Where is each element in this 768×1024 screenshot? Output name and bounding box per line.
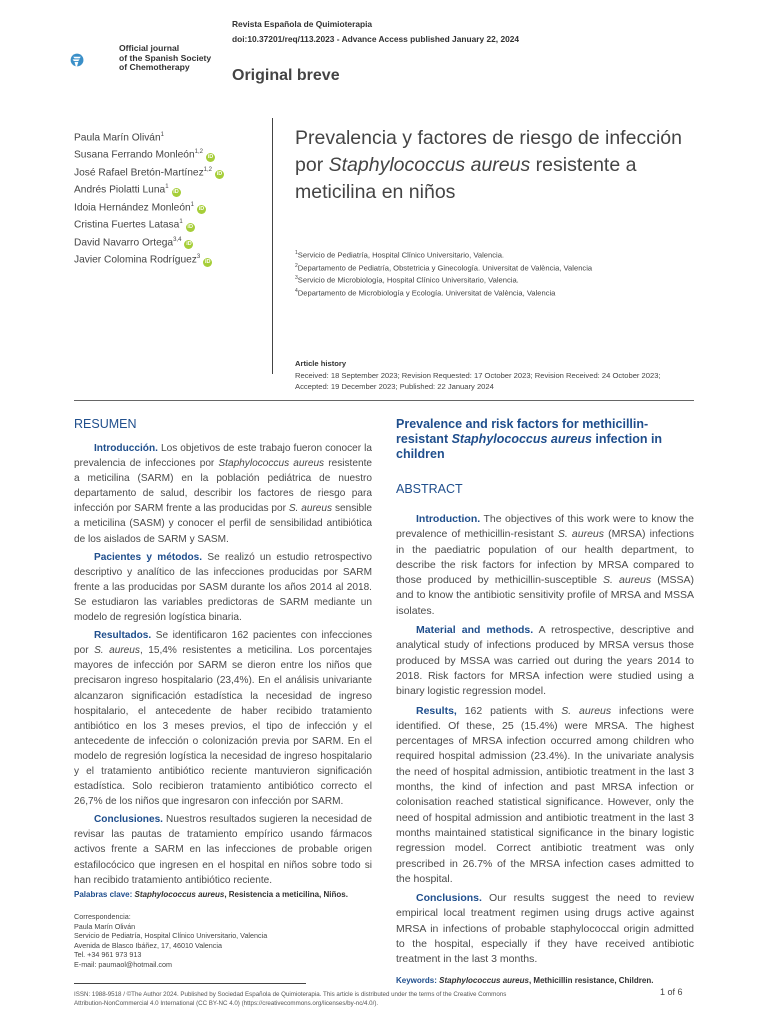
journal-header bbox=[232, 17, 519, 47]
orcid-icon[interactable]: iD bbox=[173, 188, 179, 195]
affiliations bbox=[295, 248, 592, 299]
journal-logo-icon bbox=[70, 36, 118, 84]
logo-line-2: of the Spanish Society bbox=[119, 52, 212, 63]
resumen-conclusions: Conclusiones. Nuestros resultados sugieren la necesidad de revisar las pautas de tratamiento empírico usando fármacos activos frente a SARM en las infecciones de probable origen estafilocócico que ingresen en el hospital en niños sobre todo si han recibido tratamiento antibiótico reciente. bbox=[74, 814, 372, 886]
logo-line-3: of Chemotherapy bbox=[119, 62, 190, 73]
affiliation-item: $^4$Departamento de Microbiología y Ecología. Universitat de València, Valencia bbox=[295, 288, 556, 298]
orcid-icon[interactable]: iD bbox=[187, 223, 193, 230]
author-item: David Navarro Ortega$^{3,4}$iD bbox=[74, 236, 192, 249]
resumen-methods: Pacientes y métodos. Se realizó un estudio retrospectivo descriptivo y analítico de las infecciones producidas por SARM frente a las producidas por SASM durante los años 2014 al 2018. Se estudiaron las variables predictoras de SARM mediante un modelo de regresión logística binaria. bbox=[74, 551, 372, 624]
abstract-methods: Material and methods. A retrospective, descriptive and analytical study of infections produced by MRSA versus those produced by MSSA was carried out during the years 2014 to 2018. Risk factors for MRSA infection were studied using a binary logistic regression model. bbox=[396, 624, 694, 698]
author-item: José Rafael Bretón-Martínez$^{1,2}$iD bbox=[74, 166, 223, 179]
header-divider bbox=[272, 118, 273, 374]
orcid-icon[interactable]: iD bbox=[204, 258, 211, 265]
resumen-results: Resultados. Se identificaron 162 pacientes con infecciones por S. aureus, 15,4% resistentes a meticilina. Los porcentajes mayores de infección por SARM se dieron entre los niños que precisaron ingreso hospitalario (23,4%). En el análisis univariante alcanzaron significación estadística la necesidad de ingreso hospitalario, el antecedente de haber recibido tratamiento antibiótico en los 3 meses previos, el tipo de infección y el antecedente de infección o colonización previa por SARM. En el modelo de regresión logística la necesidad de ingreso hospitalario y el tratamiento antibiótico reciente mantuvieron significación estadística. Solo recibieron tratamiento antibiótico correcto el 26,7% de los niños que ingresaron con infección por SARM. bbox=[74, 630, 372, 808]
journal-doi: doi:10.37201/req/113.2023 - Advance Access published January 22, 2024 bbox=[232, 34, 520, 44]
correspondence-address: Avenida de Blasco Ibáñez, 17, 46010 Valencia bbox=[74, 940, 222, 950]
article-title: Prevalencia y factores de riesgo de infección por Staphylococcus aureus resistente a meticilina en niños bbox=[295, 127, 682, 203]
license-footer bbox=[74, 990, 574, 1008]
article-history-heading: Article history bbox=[295, 359, 347, 368]
orcid-icon[interactable]: iD bbox=[216, 171, 223, 178]
abstract-heading: ABSTRACT bbox=[396, 482, 463, 496]
license-line: Attribution-NonCommercial 4.0 International (CC BY-NC 4.0) (https://creativecommons.org/licenses/by-nc/4.0/). bbox=[74, 1000, 379, 1007]
author-item: Susana Ferrando Monleón$^{1,2}$iD bbox=[74, 149, 214, 161]
correspondence-address: Servicio de Pediatría, Hospital Clínico Universitario, Valencia bbox=[74, 931, 268, 941]
journal-name: Revista Española de Quimioterapia bbox=[232, 19, 373, 29]
affiliation-item: $^2$Departamento de Pediatría, Obstetricia y Ginecología. Universitat de València, Valencia bbox=[295, 262, 593, 273]
resumen-heading: RESUMEN bbox=[74, 417, 137, 431]
author-item: Paula Marín Oliván$^1$ bbox=[74, 132, 164, 144]
article-history bbox=[295, 370, 695, 392]
correspondence-name: Paula Marín Oliván bbox=[74, 921, 136, 931]
history-line: Received: 18 September 2023; Revision Requested: 17 October 2023; Revision Received: 24 October 2023; bbox=[295, 371, 661, 380]
affiliation-item: $^3$Servicio de Microbiología, Hospital Clínico Universitario, Valencia. bbox=[295, 275, 519, 285]
author-item: Andrés Piolatti Luna$^1$iD bbox=[74, 184, 179, 196]
section-divider bbox=[74, 400, 694, 401]
author-list bbox=[74, 128, 224, 268]
resumen-section bbox=[74, 417, 372, 899]
license-line: ISSN: 1988-9518 / ©The Author 2024. Published by Sociedad Española de Quimioterapia. This article is distributed under the terms of the Creative Commons bbox=[74, 991, 507, 998]
history-line: Accepted: 19 December 2023; Published: 22 January 2024 bbox=[295, 382, 494, 391]
section-label: Original breve bbox=[232, 67, 340, 84]
abstract-intro: Introduction. The objectives of this work were to know the prevalence of methicillin-resistant S. aureus (MRSA) infections in the paediatric population of our health department, to describe the risk factors for infection by MRSA compared to those produced by methicillin-susceptible S. aureus (MSSA) and to know the antibiotic sensitivity profile of MRSA and MSSA isolates. bbox=[396, 513, 694, 617]
author-item: Cristina Fuertes Latasa$^1$iD bbox=[74, 219, 193, 231]
orcid-icon[interactable]: iD bbox=[207, 153, 214, 160]
affiliation-item: $^1$Servicio de Pediatría, Hospital Clínico Universitario, Valencia. bbox=[295, 250, 505, 260]
resumen-intro: Introducción. Los objetivos de este trabajo fueron conocer la prevalencia de infecciones por Staphylococcus aureus resistente a meticilina (SARM) en la población pediátrica de nuestro departamento de salud, describir los factores de riesgo para infección por SARM frente a las producidas por S. aureus sensible a meticilina (SASM) y conocer el perfil de sensibilidad antibiótica de los aislados de SARM y SASM. bbox=[74, 443, 372, 545]
author-item: Javier Colomina Rodríguez$^3$iD bbox=[74, 254, 211, 266]
abstract-keywords: Keywords: Staphylococcus aureus, Methicillin resistance, Children. bbox=[396, 975, 654, 985]
correspondence-label: Correspondencia: bbox=[74, 912, 131, 921]
abstract-conclusions: Conclusions. Our results suggest the need to review empirical local treatment regimen using drugs active against MRSA in infections of probable staphylococcal origin admitted to the hospital, especially if they have received antibiotic treatment in the last 3 months. bbox=[396, 892, 694, 966]
correspondence bbox=[74, 912, 267, 970]
resumen-keywords: Palabras clave: Staphylococcus aureus, Resistencia a meticilina, Niños. bbox=[74, 889, 348, 899]
page-number: 1 of 6 bbox=[660, 987, 683, 997]
footer-divider bbox=[74, 983, 306, 984]
logo-line-1: Official journal bbox=[119, 43, 180, 53]
correspondence-email[interactable]: E-mail: paumaol@hotmail.com bbox=[74, 959, 172, 969]
abstract-results: Results, 162 patients with S. aureus infections were identified. Of these, 25 (15.4%) were MRSA. The highest percentages of MRSA infection occurred among children who required hospital admission (23.4%). In the univariate analysis the need of hospital admission, antibiotic treatment in the last 3 months, the kind of infection and past MRSA infection or colonisation reached statistical significance. However, only the need of hospital admission and antibiotic treatment in the last 3 months maintained statistical significance in the binary logistic regression model. Correct antibiotic treatment was only prescribed in 26.7% of the MRSA infection cases admitted to the hospital. bbox=[396, 704, 694, 885]
correspondence-phone: Tel. +34 961 973 913 bbox=[74, 950, 142, 960]
orcid-icon[interactable]: iD bbox=[198, 206, 205, 213]
orcid-icon[interactable]: iD bbox=[186, 241, 192, 248]
abstract-section bbox=[396, 482, 694, 985]
english-title: Prevalence and risk factors for methicillin-resistant Staphylococcus aureus infection in children bbox=[396, 417, 663, 462]
journal-logo-text bbox=[119, 44, 211, 73]
author-item: Idoia Hernández Monleón$^1$iD bbox=[74, 201, 205, 214]
